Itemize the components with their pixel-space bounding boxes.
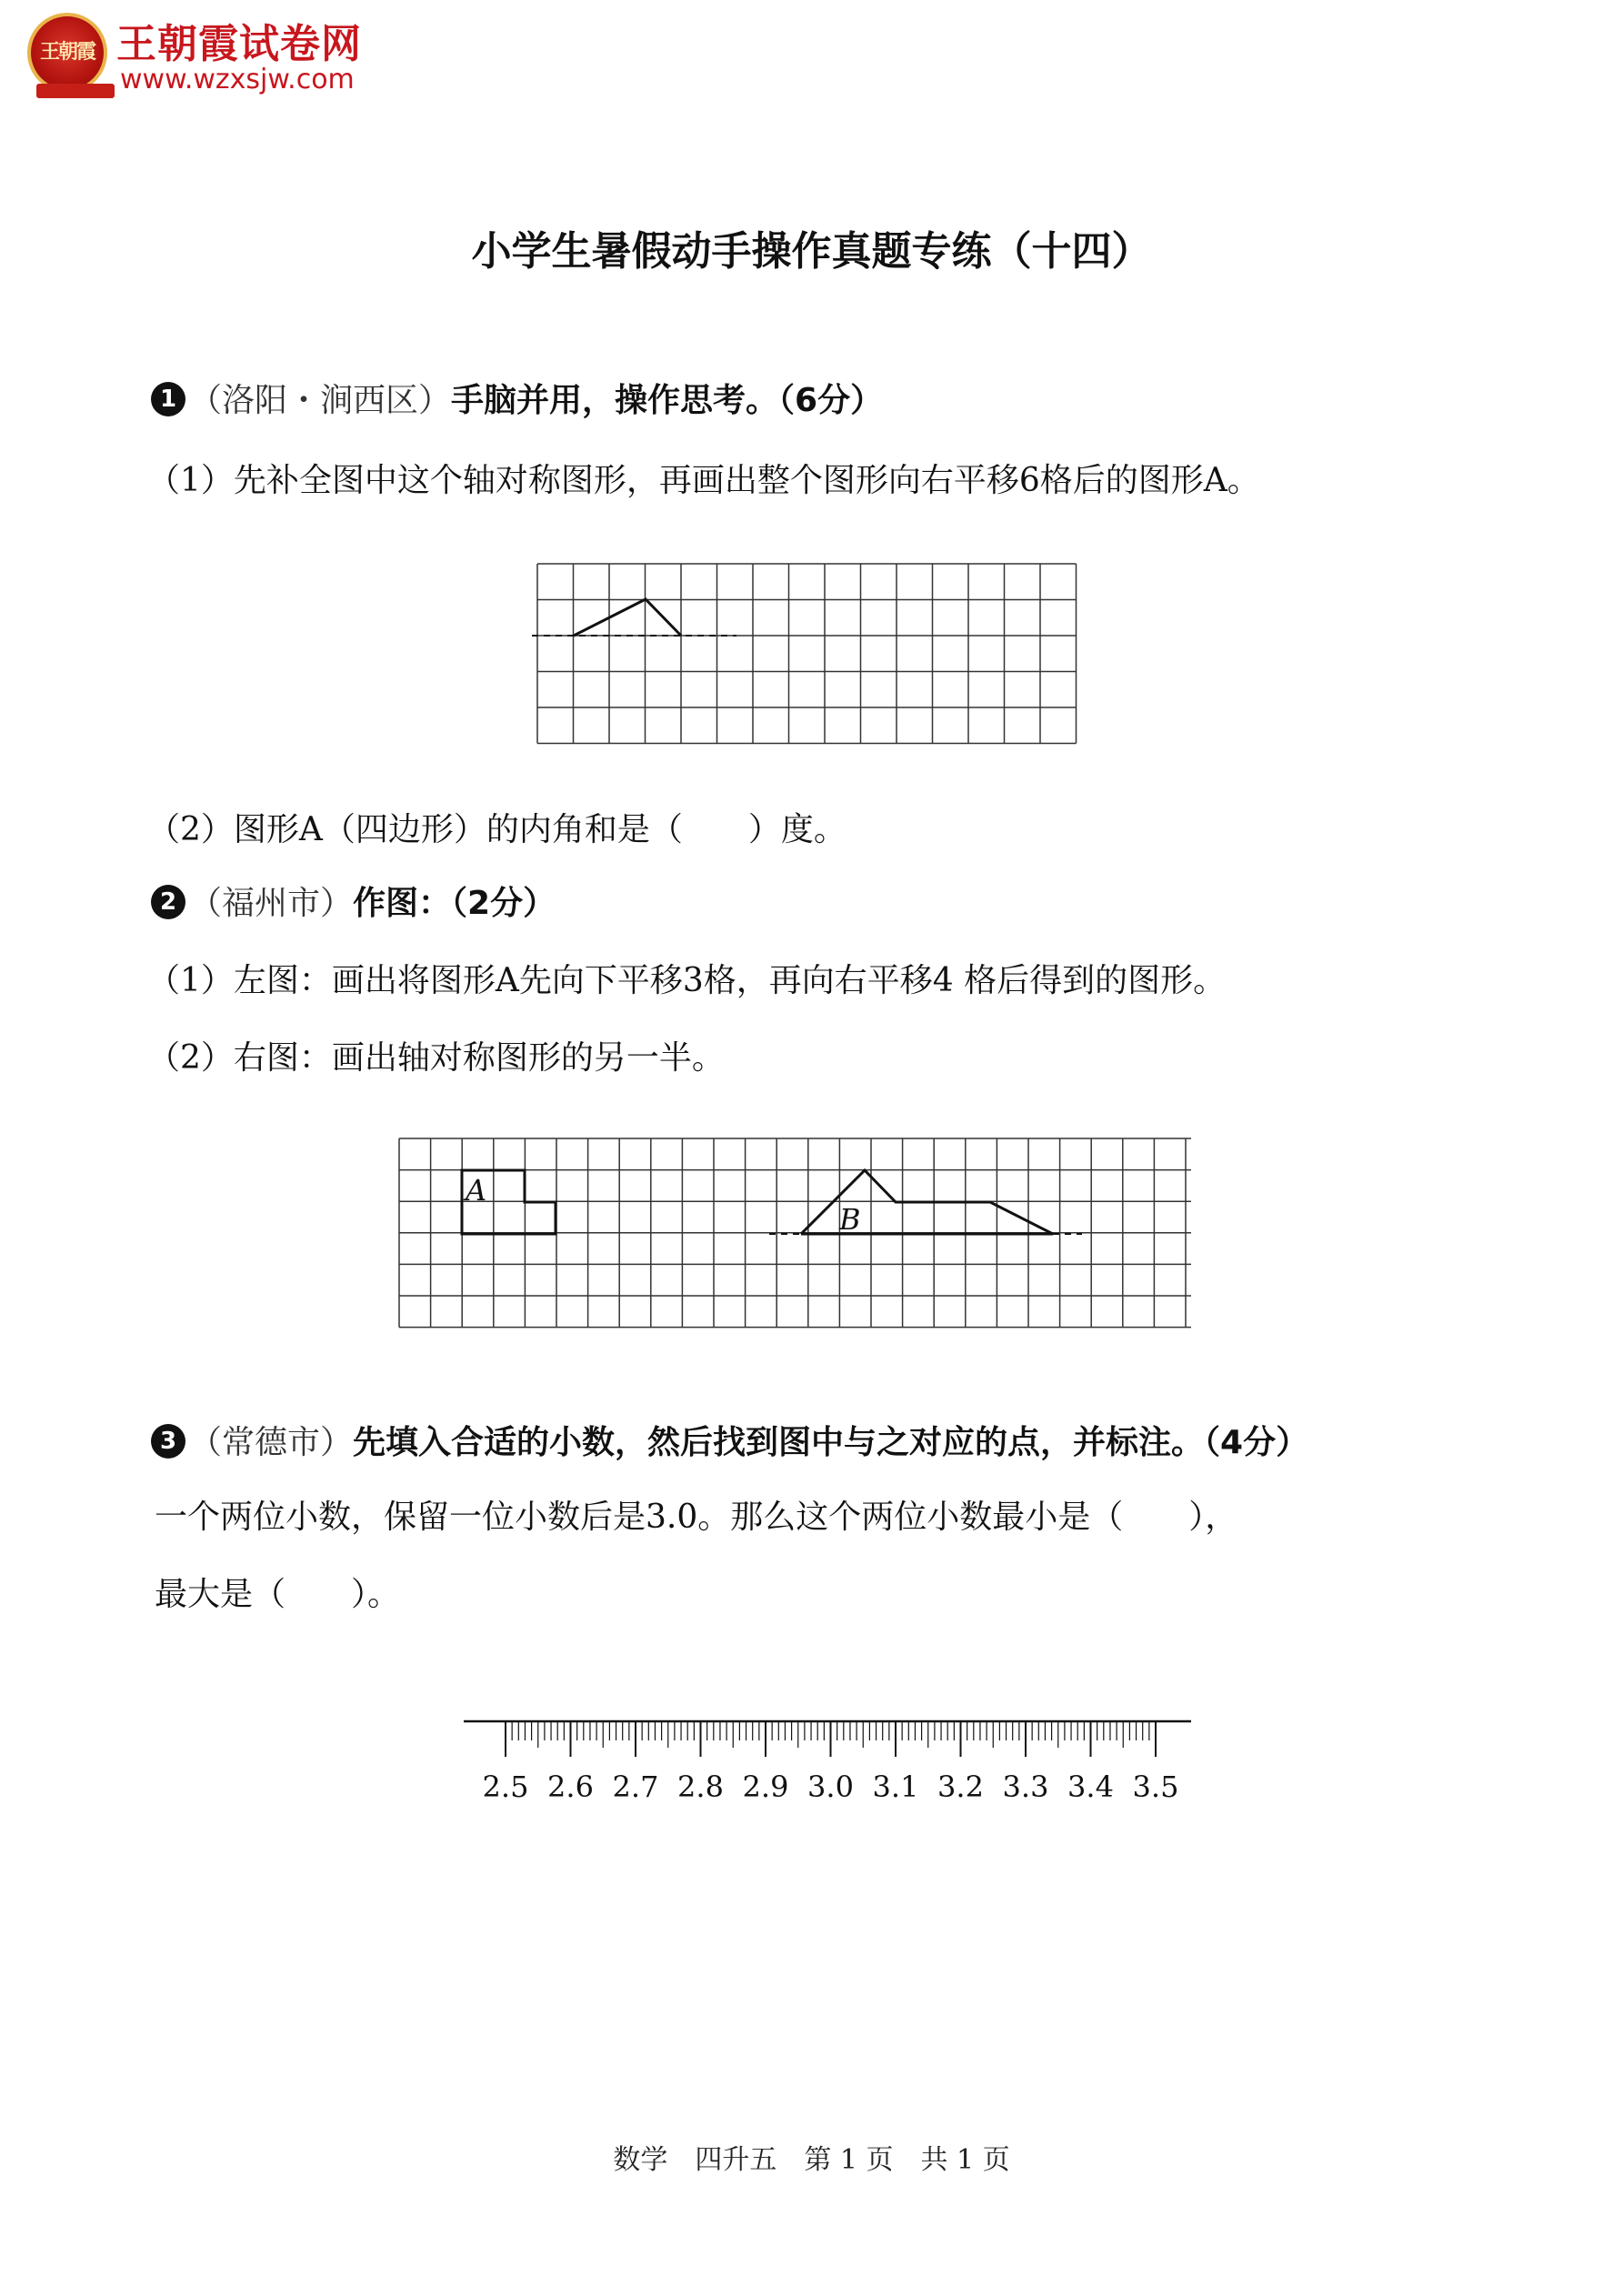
q1-source: （洛阳・涧西区） bbox=[189, 382, 452, 419]
q2-part2: （2）右图：画出轴对称图形的另一半。 bbox=[147, 1039, 725, 1077]
page-footer: 数学 四升五 第 1 页 共 1 页 bbox=[613, 2144, 1010, 2176]
q1-prompt: 手脑并用，操作思考。（6分） bbox=[451, 382, 884, 419]
number-line-label: 3.2 bbox=[937, 1770, 984, 1804]
q3-number-line bbox=[446, 1700, 1209, 1819]
number-line-label: 2.6 bbox=[547, 1770, 594, 1804]
q2-number-badge: 2 bbox=[151, 885, 185, 919]
page-title: 小学生暑假动手操作真题专练（十四） bbox=[471, 228, 1152, 275]
q2-label-b: B bbox=[839, 1202, 861, 1237]
q3-prompt: 先填入合适的小数，然后找到图中与之对应的点，并标注。（4分） bbox=[353, 1424, 1309, 1461]
q2-prompt: 作图：（2分） bbox=[353, 885, 556, 922]
logo-ribbon bbox=[36, 84, 115, 98]
q2-grid-figure bbox=[391, 1132, 1191, 1337]
number-line-label: 2.7 bbox=[612, 1770, 659, 1804]
number-line-label: 3.1 bbox=[872, 1770, 919, 1804]
number-line-label: 3.0 bbox=[807, 1770, 854, 1804]
brand-url: www.wzxsjw.com bbox=[120, 64, 355, 95]
q3-header bbox=[151, 1417, 1308, 1463]
q3-line1: 一个两位小数，保留一位小数后是3.0。那么这个两位小数最小是（ ）， bbox=[155, 1499, 1238, 1536]
q2-part1: （1）左图：画出将图形A先向下平移3格，再向右平移4 格后得到的图形。 bbox=[147, 962, 1227, 999]
q1-header bbox=[151, 375, 883, 421]
q1-part2: （2）图形A（四边形）的内角和是（ ）度。 bbox=[147, 811, 847, 848]
q1-part1: （1）先补全图中这个轴对称图形，再画出整个图形向右平移6格后的图形A。 bbox=[147, 462, 1260, 499]
number-line-label: 3.3 bbox=[1002, 1770, 1049, 1804]
q3-line2: 最大是（ ）。 bbox=[155, 1576, 401, 1613]
q2-header bbox=[151, 877, 556, 924]
number-line-label: 3.4 bbox=[1067, 1770, 1114, 1804]
q1-half-shape bbox=[574, 599, 681, 636]
q2-source: （福州市） bbox=[189, 885, 354, 922]
q3-number-badge: 3 bbox=[151, 1424, 185, 1459]
q1-number-badge: 1 bbox=[151, 382, 185, 416]
number-line-label: 2.9 bbox=[742, 1770, 789, 1804]
number-line-label: 3.5 bbox=[1132, 1770, 1179, 1804]
brand-name: 王朝霞试卷网 bbox=[116, 21, 362, 67]
q1-grid-figure bbox=[527, 555, 1091, 755]
number-line-label: 2.5 bbox=[482, 1770, 529, 1804]
logo-badge-text: 王朝霞 bbox=[39, 40, 95, 64]
number-line-label: 2.8 bbox=[677, 1770, 724, 1804]
q3-source: （常德市） bbox=[189, 1424, 354, 1461]
q2-label-a: A bbox=[466, 1173, 487, 1208]
